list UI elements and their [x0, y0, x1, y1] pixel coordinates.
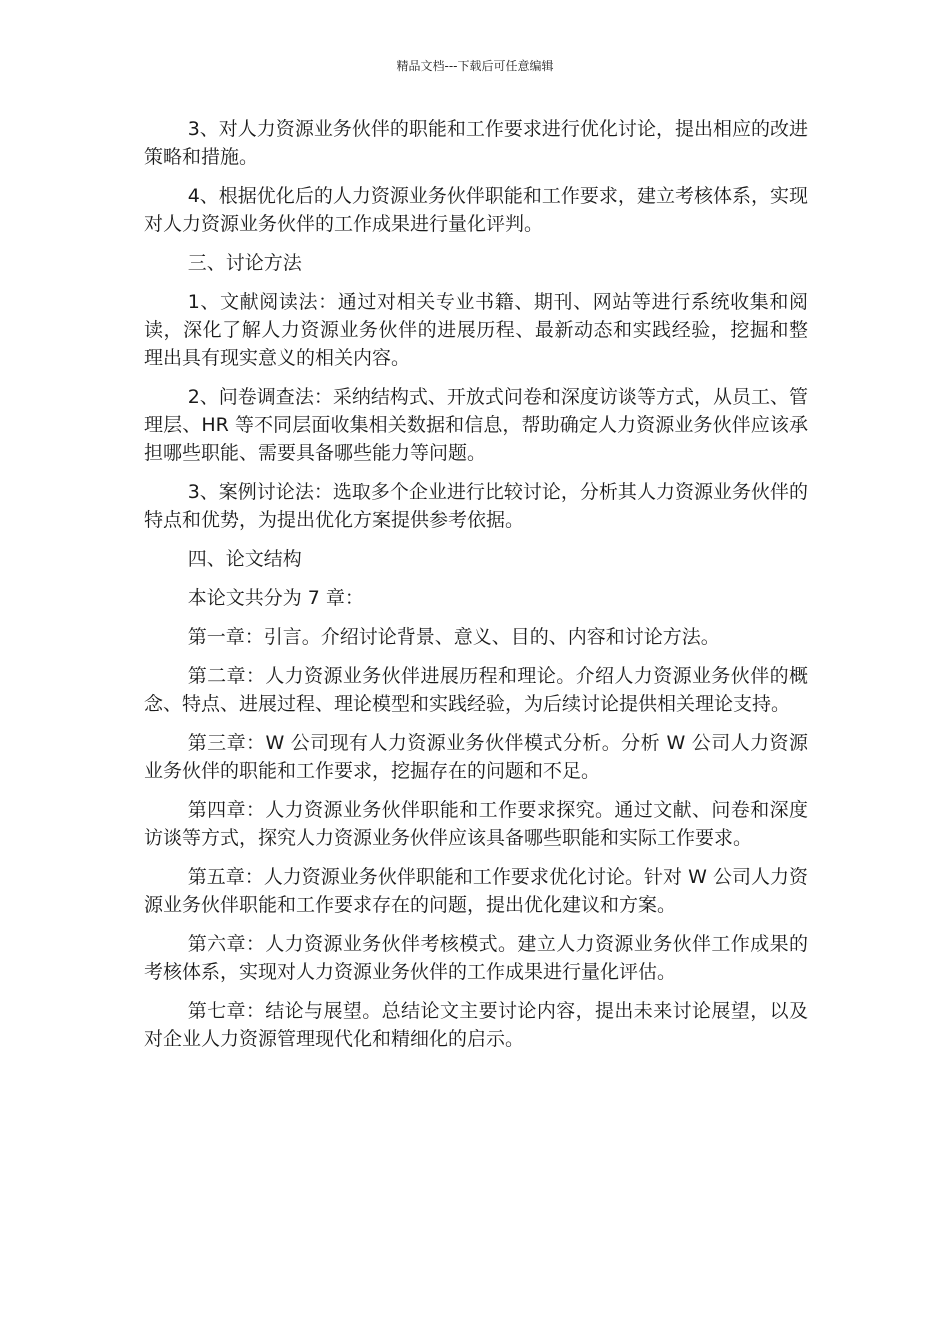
document-body — [144, 115, 808, 1064]
paragraph-method-2: 2、问卷调查法：采纳结构式、开放式问卷和深度访谈等方式，从员工、管理层、HR 等不同层面收集相关数据和信息，帮助确定人力资源业务伙伴应该承担哪些职能、需要具备哪些能力等问题。 — [144, 386, 808, 464]
paragraph-chapter-1: 第一章：引言。介绍讨论背景、意义、目的、内容和讨论方法。 — [187, 626, 720, 648]
section-heading-methods: 三、讨论方法 — [187, 252, 302, 274]
paragraph-chapter-6: 第六章：人力资源业务伙伴考核模式。建立人力资源业务伙伴工作成果的考核体系，实现对人力资源业务伙伴的工作成果进行量化评估。 — [144, 933, 808, 983]
paragraph-chapter-2: 第二章：人力资源业务伙伴进展历程和理论。介绍人力资源业务伙伴的概念、特点、进展过程、理论模型和实践经验，为后续讨论提供相关理论支持。 — [144, 665, 808, 715]
paragraph-chapter-7: 第七章：结论与展望。总结论文主要讨论内容，提出未来讨论展望，以及对企业人力资源管理现代化和精细化的启示。 — [144, 1000, 808, 1050]
paragraph-objective-4: 4、根据优化后的人力资源业务伙伴职能和工作要求，建立考核体系，实现对人力资源业务伙伴的工作成果进行量化评判。 — [144, 185, 808, 235]
paragraph-method-3: 3、案例讨论法：选取多个企业进行比较讨论，分析其人力资源业务伙伴的特点和优势，为提出优化方案提供参考依据。 — [144, 481, 808, 531]
paragraph-structure-intro: 本论文共分为 7 章： — [187, 587, 364, 609]
paragraph-chapter-4: 第四章：人力资源业务伙伴职能和工作要求探究。通过文献、问卷和深度访谈等方式，探究人力资源业务伙伴应该具备哪些职能和实际工作要求。 — [144, 799, 808, 849]
section-heading-structure: 四、论文结构 — [187, 548, 302, 570]
paragraph-chapter-5: 第五章：人力资源业务伙伴职能和工作要求优化讨论。针对 W 公司人力资源业务伙伴职能和工作要求存在的问题，提出优化建议和方案。 — [144, 866, 808, 916]
paragraph-method-1: 1、文献阅读法：通过对相关专业书籍、期刊、网站等进行系统收集和阅读，深化了解人力资源业务伙伴的进展历程、最新动态和实践经验，挖掘和整理出具有现实意义的相关内容。 — [144, 291, 808, 369]
page-header: 精品文档---下载后可任意编辑 — [396, 59, 554, 73]
paragraph-chapter-3: 第三章：W 公司现有人力资源业务伙伴模式分析。分析 W 公司人力资源业务伙伴的职能和工作要求，挖掘存在的问题和不足。 — [144, 732, 808, 782]
paragraph-objective-3: 3、对人力资源业务伙伴的职能和工作要求进行优化讨论，提出相应的改进策略和措施。 — [144, 118, 808, 168]
